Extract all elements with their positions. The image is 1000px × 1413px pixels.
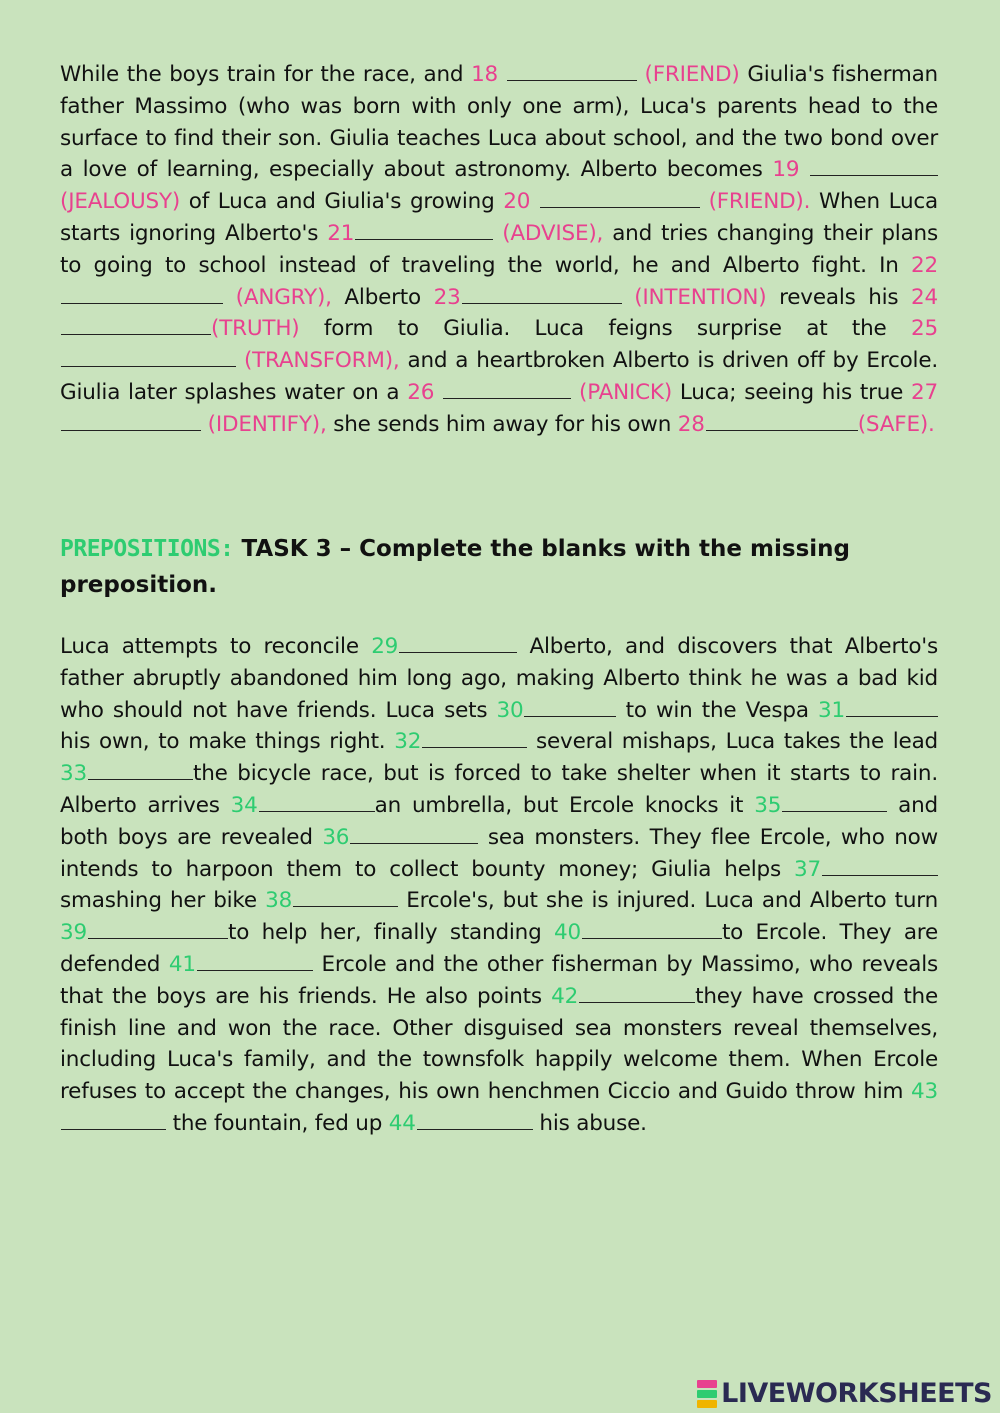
question-number: 38	[265, 888, 293, 914]
answer-blank[interactable]	[422, 728, 527, 748]
passage-text: While the boys train for the race, and	[60, 62, 472, 87]
question-number: 18	[471, 62, 499, 87]
task3-title: TASK 3 – Complete the blanks with the missing preposition.	[60, 536, 850, 598]
question-number: 24	[911, 284, 938, 310]
passage-text: Ercole's, but she is injured. Luca and Alberto turn	[398, 888, 938, 914]
answer-blank[interactable]	[61, 1110, 166, 1130]
answer-blank[interactable]	[540, 188, 700, 208]
base-word-hint: (INTENTION)	[634, 284, 767, 310]
question-number: 42	[551, 983, 579, 1009]
question-number: 41	[168, 951, 196, 977]
question-number: 43	[911, 1079, 938, 1105]
passage-text: an umbrella, but Ercole knocks it	[374, 792, 755, 818]
liveworksheets-logo	[697, 1378, 992, 1409]
passage-text: Ercole and the other fisherman by Massimo, who reveals that the boys are his friends. He also points	[60, 951, 939, 1009]
passage-text: to help her, finally standing	[227, 920, 554, 946]
base-word-hint: (JEALOUSY)	[60, 189, 181, 215]
answer-blank[interactable]	[355, 220, 493, 240]
answer-blank[interactable]	[61, 315, 211, 335]
passage-text: his own, to make things right.	[60, 729, 395, 755]
question-number: 35	[754, 792, 782, 818]
passage-text: form to Giulia. Luca feigns surprise at the	[299, 316, 912, 342]
answer-blank[interactable]	[259, 792, 375, 812]
question-number: 39	[60, 920, 87, 946]
answer-blank[interactable]	[399, 633, 517, 653]
passage-text: of Luca and Giulia's growing	[180, 189, 504, 215]
answer-blank[interactable]	[524, 697, 616, 717]
answer-blank[interactable]	[507, 61, 637, 81]
passage-text: sea monsters. They flee Ercole, who now intends to harpoon them to collect bounty money; Giulia helps	[60, 824, 938, 882]
passage-text: smashing her bike	[60, 888, 266, 914]
passage-text: When Luca starts ignoring Alberto's	[60, 189, 938, 246]
base-word-hint: (FRIEND).	[708, 189, 811, 215]
passage-text: and tries changing their plans to going to school instead of traveling the world, he and Alberto fight. In	[60, 220, 938, 278]
question-number: 28	[677, 411, 705, 437]
answer-blank[interactable]	[706, 411, 858, 431]
question-number: 20	[503, 189, 531, 215]
passage-text: to win the Vespa	[616, 697, 819, 723]
prepositions-keyword: PREPOSITIONS:	[60, 536, 234, 562]
answer-blank[interactable]	[579, 983, 695, 1003]
passage-text: and both boys are revealed	[60, 792, 938, 850]
brand-text: LIVEWORKSHEETS	[721, 1378, 992, 1409]
answer-blank[interactable]	[293, 887, 398, 907]
question-number: 36	[322, 824, 350, 850]
question-number: 32	[394, 729, 422, 755]
question-number: 25	[911, 316, 938, 342]
answer-blank[interactable]	[350, 824, 478, 844]
passage-text: the bicycle race, but is forced to take shelter when it starts to rain. Alberto arrives	[60, 761, 938, 818]
question-number: 30	[496, 697, 524, 723]
task2-paragraph	[60, 59, 938, 441]
passage-text: and a heartbroken Alberto is driven off by Ercole. Giulia later splashes water on a	[60, 348, 938, 405]
answer-blank[interactable]	[846, 697, 938, 717]
answer-blank[interactable]	[810, 156, 938, 176]
passage-text: the fountain, fed up	[166, 1110, 389, 1136]
passage-text: his abuse.	[532, 1110, 647, 1136]
question-number: 44	[388, 1110, 416, 1136]
base-word-hint: (TRANSFORM),	[243, 348, 400, 374]
base-word-hint: (IDENTIFY),	[207, 411, 327, 437]
passage-text: to Ercole. They are defended	[60, 920, 938, 977]
answer-blank[interactable]	[582, 919, 722, 939]
passage-text: Alberto	[331, 284, 434, 310]
question-number: 29	[371, 634, 399, 659]
question-number: 21	[327, 220, 355, 246]
answer-blank[interactable]	[822, 856, 938, 876]
answer-blank[interactable]	[88, 919, 228, 939]
passage-text: Giulia's fisherman father Massimo (who was born with only one arm), Luca's parents head to the surface to find their son. Giulia teaches Luca about school, and the two bond over a love of learning, especially about astronomy. Alberto becomes	[60, 62, 938, 183]
task3-heading	[60, 531, 938, 603]
base-word-hint: (FRIEND)	[644, 62, 740, 87]
question-number: 37	[794, 856, 821, 882]
answer-blank[interactable]	[88, 760, 193, 780]
passage-text: they have crossed the finish line and won the race. Other disguised sea monsters reveal themselves, including Luca's family, and the townsfolk happily welcome them. When Ercole refuses to accept the changes, his own henchmen Ciccio and Guido throw him	[60, 983, 939, 1105]
answer-blank[interactable]	[61, 347, 236, 367]
passage-text: Luca; seeing his true	[672, 379, 912, 405]
base-word-hint: (ANGRY),	[235, 284, 332, 310]
question-number: 19	[772, 157, 800, 183]
base-word-hint: (ADVISE),	[502, 220, 604, 246]
answer-blank[interactable]	[462, 284, 622, 304]
answer-blank[interactable]	[443, 379, 571, 399]
question-number: 34	[230, 792, 258, 818]
question-number: 26	[407, 379, 435, 405]
answer-blank[interactable]	[197, 951, 313, 971]
question-number: 33	[60, 761, 87, 787]
passage-text: reveals his	[766, 284, 912, 310]
answer-blank[interactable]	[61, 411, 201, 431]
passage-text: Alberto, and discovers that Alberto's father abruptly abandoned him long ago, making Alberto think he was a bad kid who should not have friends. Luca sets	[60, 634, 938, 723]
question-number: 40	[553, 920, 581, 946]
logo-icon	[697, 1380, 717, 1408]
passage-text: she sends him away for his own	[326, 411, 678, 437]
answer-blank[interactable]	[61, 284, 223, 304]
question-number: 31	[818, 697, 845, 723]
task3-paragraph	[60, 631, 938, 1140]
base-word-hint: (PANICK)	[579, 379, 673, 405]
base-word-hint: (SAFE).	[857, 411, 935, 437]
question-number: 22	[911, 252, 938, 278]
question-number: 23	[433, 284, 461, 310]
base-word-hint: (TRUTH)	[211, 316, 300, 342]
question-number: 27	[911, 379, 938, 405]
passage-text: Luca attempts to reconcile	[60, 634, 372, 659]
passage-text: several mishaps, Luca takes the lead	[527, 729, 939, 755]
answer-blank[interactable]	[782, 792, 887, 812]
answer-blank[interactable]	[417, 1110, 533, 1130]
